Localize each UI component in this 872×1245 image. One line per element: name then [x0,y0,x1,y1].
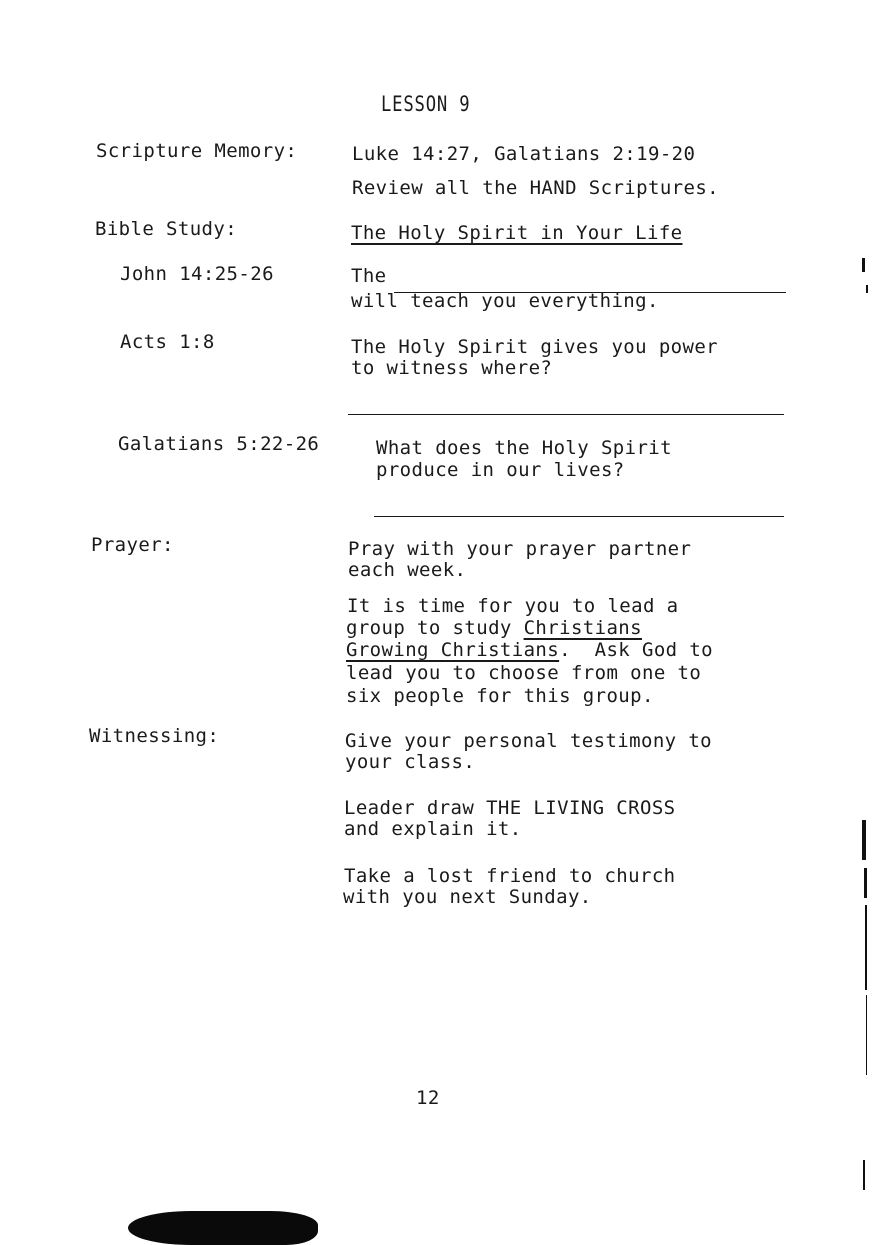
prayer-para-2-line-3-text: . Ask God to [559,639,714,661]
prayer-para-2-line-3 [346,639,713,661]
answer-blank-acts [348,414,784,415]
witnessing-label: Witnessing: [89,725,220,747]
scan-mark-edge-3 [865,905,867,990]
book-title-part-1: Christians [523,617,642,639]
witnessing-para-3-line-1: Take a lost friend to church [344,865,676,887]
question-acts-line-1: The Holy Spirit gives you power [351,336,719,358]
witnessing-para-1-line-2: your class. [345,751,476,773]
reference-galatians: Galatians 5:22-26 [118,433,320,455]
scan-mark-edge-5 [863,1160,865,1190]
scan-mark-edge-2 [864,868,867,898]
page-title: LESSON 9 [381,92,471,116]
question-john-line-1: The [351,265,387,287]
question-galatians-line-1: What does the Holy Spirit [376,437,672,459]
prayer-para-2-line-5: six people for this group. [346,685,654,707]
scan-mark-edge-4 [866,995,867,1075]
question-acts-line-2: to witness where? [351,357,553,379]
scripture-memory-line-1: Luke 14:27, Galatians 2:19-20 [352,143,696,165]
witnessing-para-2-line-2: and explain it. [344,818,522,840]
book-title-part-2: Growing Christians [346,639,560,661]
question-john-line-2: will teach you everything. [351,290,659,312]
bible-study-topic: The Holy Spirit in Your Life [351,222,683,244]
question-galatians-line-2: produce in our lives? [376,459,625,481]
prayer-para-1-line-2: each week. [348,559,467,581]
scan-mark-top-right-2 [866,285,868,293]
prayer-para-2-line-2-text: group to study [346,617,524,639]
prayer-para-1-line-1: Pray with your prayer partner [348,538,692,560]
reference-john: John 14:25-26 [120,263,274,285]
prayer-para-2-line-4: lead you to choose from one to [346,662,702,684]
witnessing-para-3-line-2: with you next Sunday. [343,886,592,908]
answer-blank-galatians [374,516,784,517]
witnessing-para-1-line-1: Give your personal testimony to [345,730,713,752]
scripture-memory-label: Scripture Memory: [96,140,298,162]
scan-mark-edge-1 [862,820,866,860]
bible-study-label: Bible Study: [95,218,238,240]
prayer-label: Prayer: [91,534,174,556]
scripture-memory-line-2: Review all the HAND Scriptures. [352,177,720,199]
prayer-para-2-line-1: It is time for you to lead a [347,595,679,617]
prayer-para-2-line-2 [346,617,642,639]
page-number: 12 [416,1087,440,1109]
witnessing-para-2-line-1: Leader draw THE LIVING CROSS [344,797,676,819]
scan-mark-top-right [862,258,865,272]
reference-acts: Acts 1:8 [120,331,215,353]
scan-blob-bottom [128,1211,318,1245]
